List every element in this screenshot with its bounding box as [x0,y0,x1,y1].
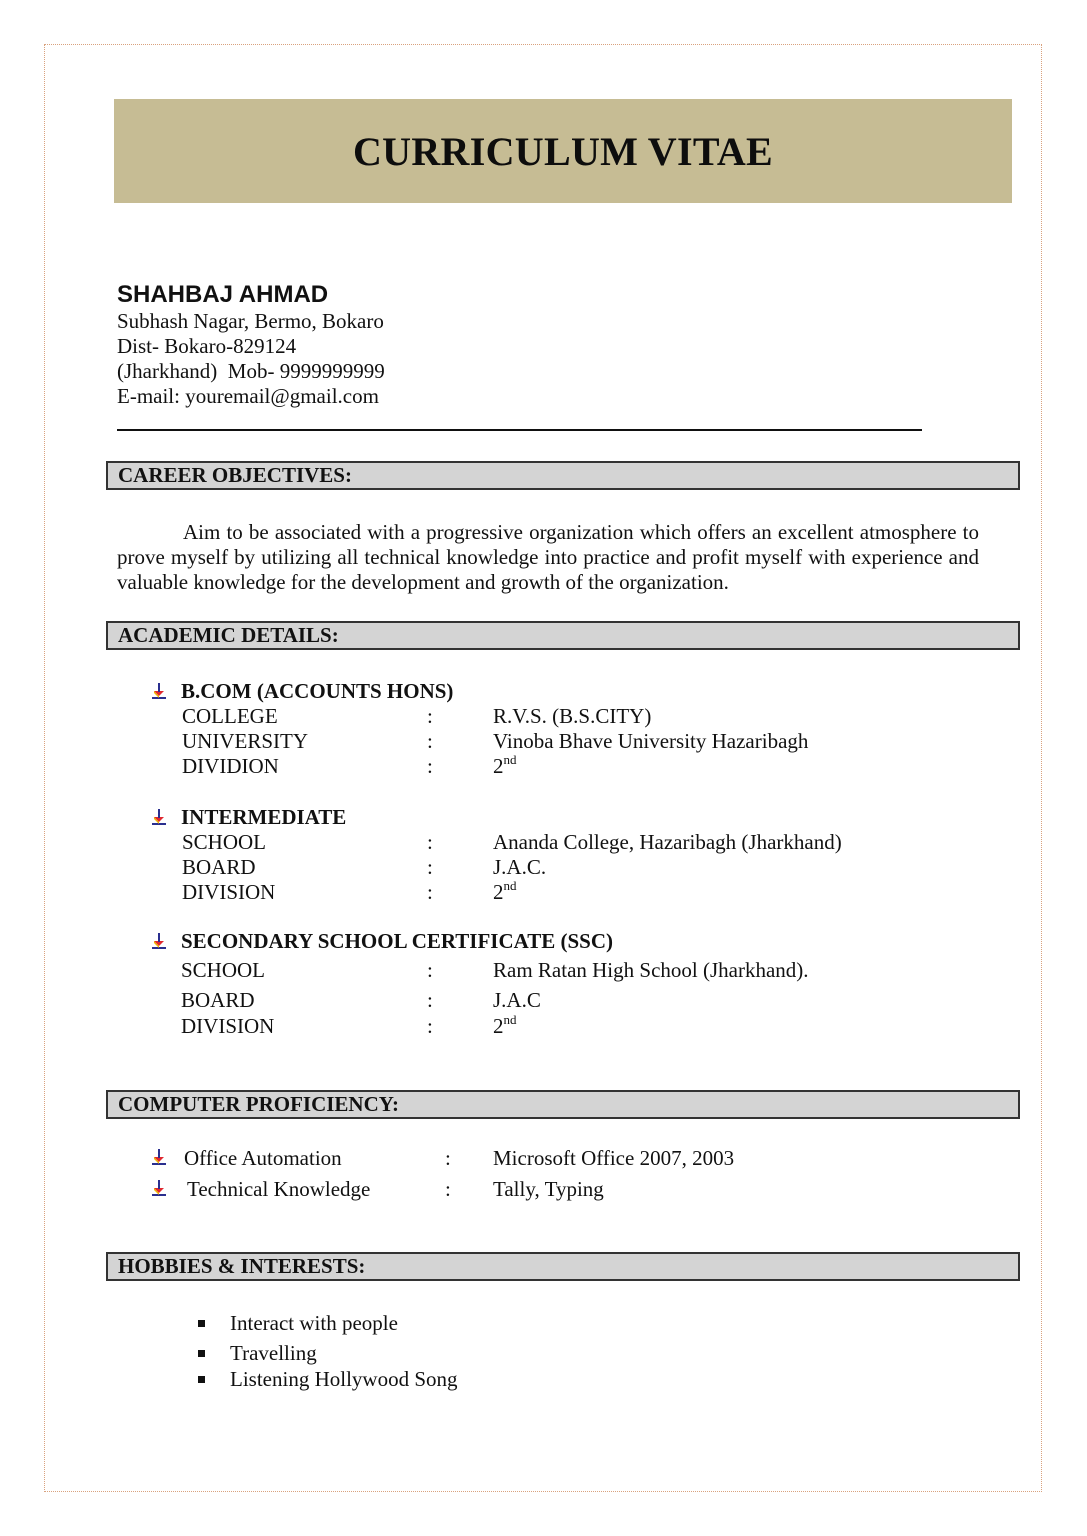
section-header-academic [106,621,1020,650]
contact-divider [117,429,922,431]
arrow-bullet-icon [150,932,168,950]
hobby-item: Interact with people [230,1311,398,1335]
arrow-bullet-icon [150,1148,168,1166]
hobby-item: Travelling [230,1341,317,1365]
section-header-hobbies [106,1252,1020,1281]
address-line-3: (Jharkhand) Mob- 9999999999 [117,359,385,383]
section-title: COMPUTER PROFICIENCY: [118,1092,399,1116]
academic-row-label: DIVIDION [182,754,279,778]
academic-row-colon: : [427,830,433,854]
academic-row-label: COLLEGE [182,704,278,728]
academic-row-value: Vinoba Bhave University Hazaribagh [493,729,809,753]
academic-row-label: BOARD [182,855,256,879]
academic-row-label: DIVISION [181,1014,275,1038]
skill-label: Technical Knowledge [187,1177,371,1201]
career-objective-text: Aim to be associated with a progressive organization which offers an excellent atmosphere to prove myself by utilizing all technical knowledge into practice and profit myself with experience and valuable knowledge for the development and growth of the organization. [117,520,990,594]
academic-row-label: DIVISION [182,880,276,904]
degree-title: B.COM (ACCOUNTS HONS) [181,679,454,703]
academic-row-value: J.A.C. [493,855,547,879]
academic-row-label: SCHOOL [181,958,266,982]
ordinal-suffix: nd [503,878,517,893]
square-bullet-icon [198,1350,205,1357]
academic-row-colon: : [427,988,433,1012]
skill-value: Tally, Typing [493,1177,604,1201]
square-bullet-icon [198,1376,205,1383]
degree-title: SECONDARY SCHOOL CERTIFICATE (SSC) [181,929,614,953]
academic-row-colon: : [427,958,433,982]
section-header-computer [106,1090,1020,1119]
skill-colon: : [445,1177,451,1201]
degree-title: INTERMEDIATE [181,805,347,829]
academic-row-value: 2nd [493,878,517,904]
ordinal-suffix: nd [503,752,517,767]
ordinal-suffix: nd [503,1012,517,1027]
academic-row-value: R.V.S. (B.S.CITY) [493,704,652,728]
arrow-bullet-icon [150,1179,168,1197]
hobby-item: Listening Hollywood Song [230,1367,458,1391]
academic-row-colon: : [427,855,433,879]
candidate-name: SHAHBAJ AHMAD [117,281,329,308]
academic-row-value: 2nd [493,752,517,778]
arrow-bullet-icon [150,808,168,826]
academic-row-value: 2nd [493,1012,517,1038]
academic-row-label: BOARD [181,988,255,1012]
skill-label: Office Automation [184,1146,342,1170]
academic-row-value: J.A.C [493,988,541,1012]
square-bullet-icon [198,1320,205,1327]
section-title: CAREER OBJECTIVES: [118,463,352,487]
academic-row-value: Ram Ratan High School (Jharkhand). [493,958,809,982]
address-line-1: Subhash Nagar, Bermo, Bokaro [117,309,384,333]
academic-row-colon: : [427,754,433,778]
skill-colon: : [445,1146,451,1170]
section-header-career [106,461,1020,490]
section-title: ACADEMIC DETAILS: [118,623,339,647]
title-banner [114,99,1012,203]
page-title: CURRICULUM VITAE [352,128,773,174]
academic-row-label: UNIVERSITY [182,729,308,753]
career-objective [117,520,990,595]
academic-row-label: SCHOOL [182,830,267,854]
email-line: E-mail: youremail@gmail.com [117,384,379,408]
skill-value: Microsoft Office 2007, 2003 [493,1146,735,1170]
academic-row-colon: : [427,729,433,753]
academic-row-colon: : [427,1014,433,1038]
academic-row-value: Ananda College, Hazaribagh (Jharkhand) [493,830,842,854]
section-title: HOBBIES & INTERESTS: [118,1254,366,1278]
academic-row-colon: : [427,880,433,904]
address-line-2: Dist- Bokaro-829124 [117,334,297,358]
arrow-bullet-icon [150,682,168,700]
academic-row-colon: : [427,704,433,728]
